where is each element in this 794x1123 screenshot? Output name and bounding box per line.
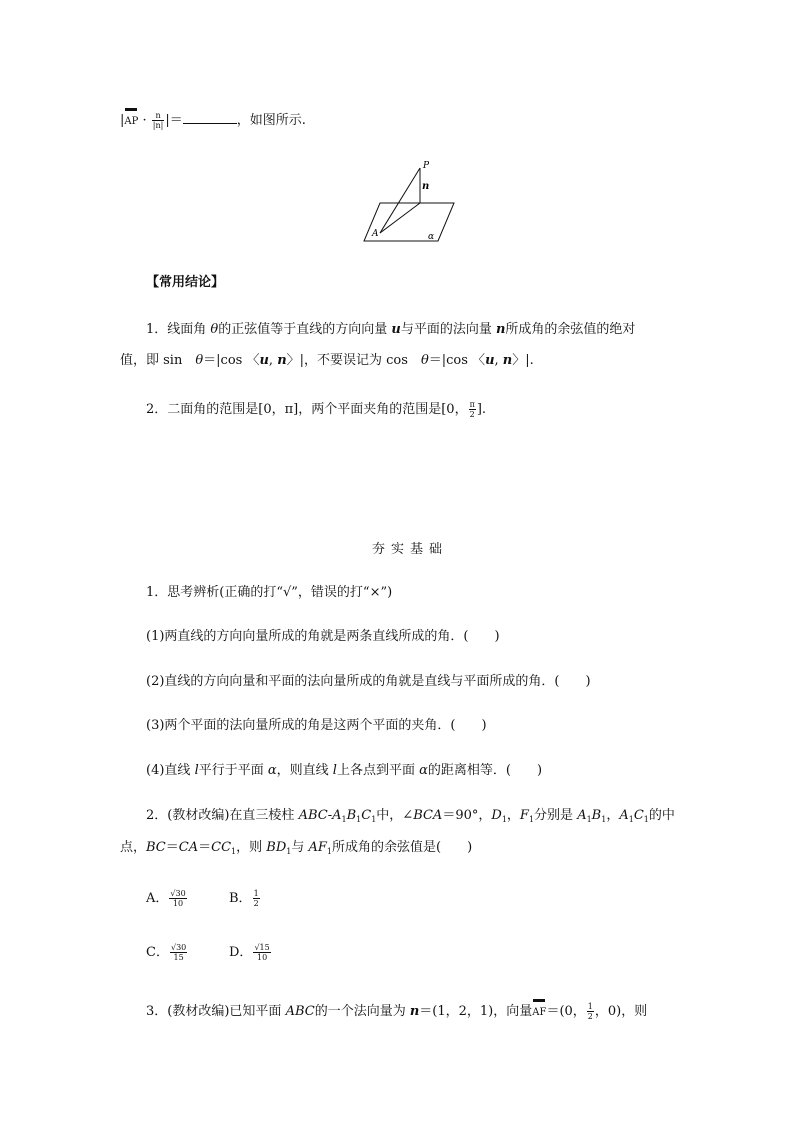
label-alpha: α [428, 232, 435, 242]
conclusion-2: 2．二面角的范围是[0，π]，两个平面夹角的范围是[0， $\frac{\pi}{2}$ ]. [146, 400, 487, 419]
formula-line [120, 108, 306, 132]
vector-ap: AP [124, 108, 138, 132]
q1-item-4: (4)直线 l平行于平面 α，则直线 l上各点到平面 α的距离相等．( ) [146, 763, 543, 778]
q1-item-2: (2)直线的方向向量和平面的法向量所成的角就是直线与平面所成的角．( ) [146, 674, 591, 689]
geometry-figure [362, 156, 472, 246]
q1-head: 1．思考辨析(正确的打“√”，错误的打“×”) [146, 585, 393, 600]
equals: |＝ [165, 113, 183, 128]
fraction-sqrt30-over-10: $\frac{√30}{10}$ [170, 889, 186, 908]
fraction-n-over-abs-n: $\frac{n}{|n|}$ [152, 111, 164, 130]
fraction-1-over-2: $\frac{1}{2}$ [253, 889, 259, 908]
label-p: P [423, 161, 430, 171]
option-c[interactable]: C． $\frac{√30}{15}$ [146, 943, 187, 962]
fraction-sqrt30-over-15: $\frac{√30}{15}$ [170, 943, 187, 962]
conclusion-1-line-2: 值，即 sin θ＝|cos 〈u, n〉|，不要误记为 cos θ＝|cos 〈u, n〉|. [120, 353, 534, 368]
option-a[interactable]: A． $\frac{√30}{10}$ [146, 889, 186, 908]
label-a: A [372, 229, 379, 239]
common-conclusions-title: 【常用结论】 [146, 275, 225, 290]
fraction-sqrt15-over-10: $\frac{√15}{10}$ [254, 943, 270, 962]
fraction-pi-over-2: $\frac{\pi}{2}$ [469, 400, 475, 419]
as-shown: ，如图所示. [236, 113, 306, 128]
dot: · [142, 113, 147, 128]
vector-af: AF [532, 999, 546, 1023]
segment-a-foot [380, 203, 420, 233]
segment-ap [380, 168, 420, 233]
q1-item-1: (1)两直线的方向向量所成的角就是两条直线所成的角．( ) [146, 629, 500, 644]
q2-line-2: 点，$BC=CA=CC_1$，则 $BD_1$与 $AF_1$所成角的余弦值是( ) [120, 840, 473, 856]
label-n: n [422, 181, 430, 192]
q1-item-3: (3)两个平面的法向量所成的角是这两个平面的夹角．( ) [146, 718, 487, 733]
fraction-1-over-2-q3: $\frac{1}{2}$ [587, 1002, 593, 1021]
q2-line-1: 2．(教材改编)在直三棱柱 ABC-$A_1B_1C_1$中，∠BCA＝90°，$D_1$，$F_1$分别是 $A_1B_1$，$A_1C_1$的中 [146, 808, 675, 824]
option-d[interactable]: D． $\frac{√15}{10}$ [229, 943, 270, 962]
option-b[interactable]: B． $\frac{1}{2}$ [229, 889, 259, 908]
answer-blank [183, 111, 237, 124]
section-title: 夯实基础 [372, 542, 449, 557]
conclusion-1-line-1: 1．线面角 θ的正弦值等于直线的方向向量 u与平面的法向量 n所成角的余弦值的绝对 [146, 322, 636, 337]
abs-bar: | [120, 113, 125, 128]
q3-line-1: 3．(教材改编)已知平面 ABC的一个法向量为 n＝(1，2，1)，向量AF＝(0， $\frac{1}{2}$ ，0)，则 [146, 999, 647, 1023]
